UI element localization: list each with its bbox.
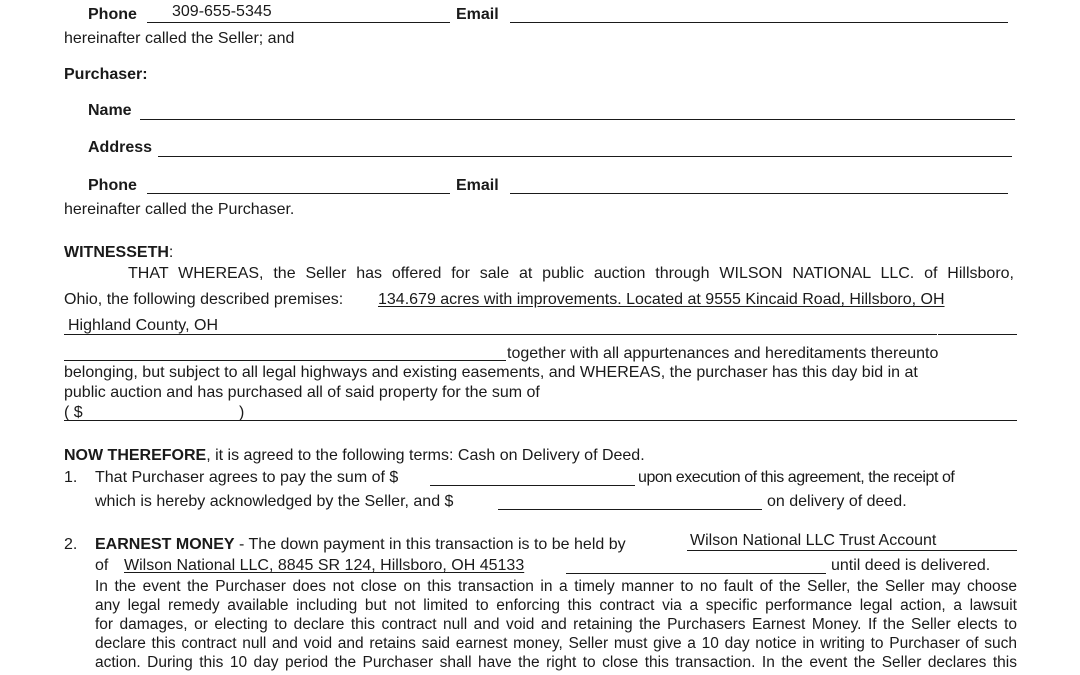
seller-phone-label: Phone [88,6,137,23]
item-1-number: 1. [64,469,78,486]
earnest-holder-address[interactable]: Wilson National LLC, 8845 SR 124, Hillsboro, OH 45133 [124,557,525,574]
earnest-address-line [566,573,826,574]
witnesseth-colon: : [168,244,174,261]
premises-line-3[interactable] [64,360,506,361]
premises-description-2[interactable]: Highland County, OH [68,317,218,334]
purchaser-heading: Purchaser: [64,66,148,83]
premises-line-2 [64,334,937,335]
witnesseth-line-4-suffix: together with all appurtenances and hereditaments thereunto [507,345,939,362]
seller-email-label: Email [456,6,499,23]
item-2-text-a: - The down payment in this transaction is to be held by [234,536,626,553]
purchaser-tail-text: hereinafter called the Purchaser. [64,201,295,218]
item-1-text-d: on delivery of deed. [767,493,907,510]
item-2-until: until deed is delivered. [831,557,991,574]
earnest-holder-line [687,550,1017,551]
purchaser-phone-label: Phone [88,177,137,194]
witnesseth-line-5: belonging, but subject to all legal highways and existing easements, and WHEREAS, the purchaser has this day bid in at [64,364,918,381]
terms-heading: NOW THEREFORE [64,447,207,464]
witnesseth-heading-text: WITNESSETH [64,244,169,261]
sum-line[interactable] [64,420,1017,421]
purchaser-name-line[interactable] [140,119,1015,120]
item-2-heading-row [95,535,626,555]
item-2-body-line: any legal remedy available including but not limited to enforcing this contract via a specific performance legal action, a lawsuit [95,597,1017,614]
item-2-heading: EARNEST MONEY [95,536,235,553]
seller-phone-value[interactable]: 309-655-5345 [172,3,272,20]
witnesseth-line-6: public auction and has purchased all of said property for the sum of [64,384,540,401]
witnesseth-heading [64,243,173,263]
sum-close: ) [239,404,245,421]
seller-tail-text: hereinafter called the Seller; and [64,30,295,47]
terms-heading-row [64,446,645,466]
purchaser-address-line[interactable] [158,156,1012,157]
seller-phone-line [147,22,450,23]
item-2-body [95,577,1017,672]
purchaser-email-line[interactable] [510,193,1008,194]
premises-description-1[interactable]: 134.679 acres with improvements. Located at 9555 Kincaid Road, Hillsboro, OH [378,291,945,308]
item-1-amount-line-1[interactable] [430,485,635,486]
item-1-text-a: That Purchaser agrees to pay the sum of $ [95,469,399,486]
item-1-text-b: upon execution of this agreement, the receipt of [638,469,955,486]
purchaser-address-label: Address [88,139,153,156]
sum-open: ( $ [64,404,83,421]
premises-line-2b [938,334,1017,335]
item-1-text-c: which is hereby acknowledged by the Seller, and $ [95,493,454,510]
item-2-body-line: for damages, or electing to declare this contract null and void and retaining the Purchasers Earnest Money. If the Seller elects to [95,616,1017,633]
item-1-amount-line-2[interactable] [498,509,762,510]
item-2-body-line: In the event the Purchaser does not close on this transaction in a timely manner to no fault of the Seller, the Seller may choose [95,578,1017,595]
seller-email-line[interactable] [510,22,1008,23]
earnest-money-holder[interactable]: Wilson National LLC Trust Account [690,532,937,549]
witnesseth-line-2-prefix: Ohio, the following described premises: [64,291,344,308]
item-2-number: 2. [64,536,78,553]
item-2-body-line: action. During this 10 day period the Purchaser shall have the right to close this transaction. In the event the Seller declares this [95,654,1017,671]
witnesseth-line-1: THAT WHEREAS, the Seller has offered for sale at public auction through WILSON NATIONAL LLC. of Hillsboro, [128,265,1014,282]
purchaser-name-label: Name [88,102,132,119]
item-2-of: of [95,557,109,574]
item-2-body-line: declare this contract null and void and retains said earnest money, Seller must give a 10 day notice in writing to Purchaser of such [95,635,1017,652]
purchaser-phone-line[interactable] [147,193,450,194]
purchaser-email-label: Email [456,177,499,194]
terms-heading-rest: , it is agreed to the following terms: Cash on Delivery of Deed. [206,447,645,464]
